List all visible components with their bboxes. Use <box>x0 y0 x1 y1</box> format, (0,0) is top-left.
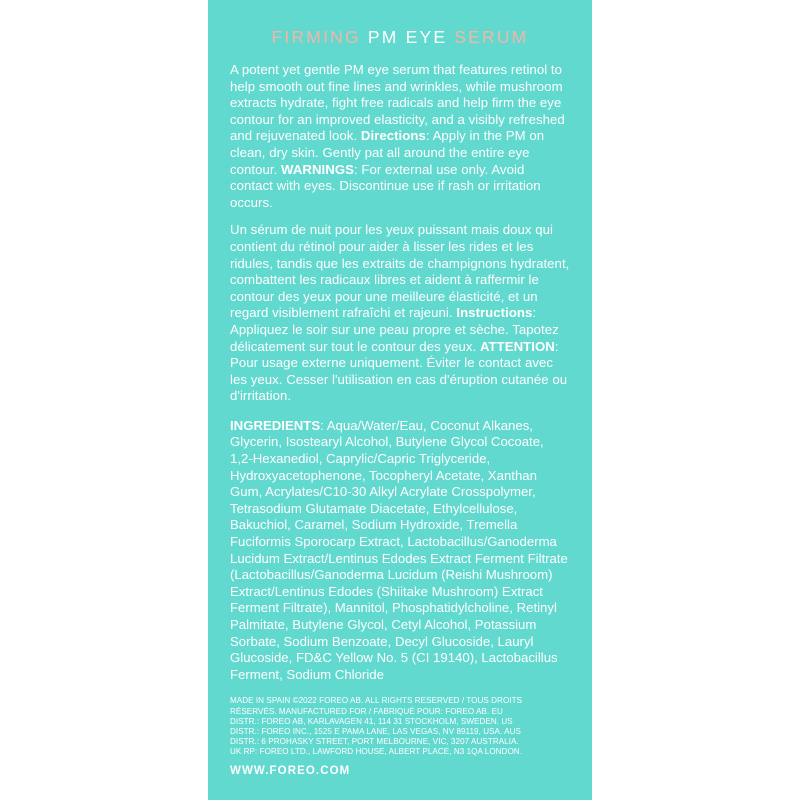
english-description: A potent yet gentle PM eye serum that features retinol to help smooth out fine lines and wrinkles, while mushroom extracts hydrate, fight free radicals and help firm the eye contour for an improved elasticity, and a visibly refreshed and rejuvenated look. <box>230 62 565 144</box>
legal-line-6: UK RP: FOREO LTD., LAWFORD HOUSE, ALBERT PLACE, N3 1QA LONDON. <box>230 747 522 757</box>
ingredients-label: INGREDIENTS <box>230 417 321 433</box>
legal-line-5: DISTR.: 6 PROHASKY STREET, PORT MELBOURNE, VIC, 3207 AUSTRALIA. <box>230 737 519 747</box>
title-word-firming: FIRMING <box>271 27 361 47</box>
warnings-label: WARNINGS <box>281 161 354 177</box>
legal-line-4: DISTR.: FOREO INC., 1525 E PAMA LANE, LAS VEGAS, NV 89119, USA. AUS <box>230 726 521 736</box>
title-word-eye: EYE <box>405 27 448 47</box>
instructions-text: : Appliquez le soir sur une peau propre et sèche. Tapotez délicatement sur tout le contour des yeux. <box>230 305 559 354</box>
product-title <box>230 27 570 48</box>
legal-block <box>230 696 570 757</box>
website-url: WWW.FOREO.COM <box>230 764 351 777</box>
warnings-text: : For external use only. Avoid contact with eyes. Discontinue use if rash or irritation occurs. <box>230 161 541 210</box>
instructions-label: Instructions <box>456 305 533 321</box>
legal-line-2: RÉSERVÉS. MANUFACTURED FOR / FABRIQUÉ POUR: FOREO AB. EU <box>230 706 503 716</box>
attention-label: ATTENTION <box>479 338 555 354</box>
product-package-panel <box>208 0 592 800</box>
french-paragraph <box>230 222 570 405</box>
directions-text: : Apply in the PM on clean, dry skin. Gently pat all around the entire eye contour. <box>230 128 545 177</box>
legal-line-3: DISTR.: FOREO AB, KARLAVAGEN 41, 114 31 STOCKHOLM, SWEDEN. US <box>230 716 513 726</box>
directions-label: Directions <box>360 128 426 144</box>
french-description: Un sérum de nuit pour les yeux puissant mais doux qui contient du rétinol pour aider à lisser les rides et les ridules, tandis que les extraits de champignons hydratent, combattent les radicaux libres et aident à raffermir le contour des yeux pour une meilleure élasticité, et un regard visiblement rafraîchi et rajeuni. <box>230 222 570 321</box>
description-block <box>230 62 570 405</box>
title-word-serum: SERUM <box>454 27 529 47</box>
attention-text: : Pour usage externe uniquement. Éviter le contact avec les yeux. Cesser l'utilisation en cas d'éruption cutanée ou d'irritation. <box>230 338 568 404</box>
ingredients-block <box>230 418 570 684</box>
english-paragraph <box>230 62 570 211</box>
ingredients-list: : Aqua/Water/Eau, Coconut Alkanes, Glycerin, Isostearyl Alcohol, Butylene Glycol Cocoate, 1,2-Hexanediol, Caprylic/Capric Triglyceride, Hydroxyacetophenone, Tocopheryl Acetate, Xanthan Gum, Acrylates/C10-30 Alkyl Acrylate Crosspolymer, Tetrasodium Glutamate Diacetate, Ethylcellulose, Bakuchiol, Caramel, Sodium Hydroxide, Tremella Fuciformis Sporocarp Extract, Lactobacillus/Ganoderma Lucidum Extract/Lentinus Edodes Extract Ferment Filtrate (Lactobacillus/Ganoderma Lucidum (Reishi Mushroom) Extract/Lentinus Edodes (Shiitake Mushroom) Extract Ferment Filtrate), Mannitol, Phosphatidylcholine, Retinyl Palmitate, Butylene Glycol, Cetyl Alcohol, Potassium Sorbate, Sodium Benzoate, Decyl Glucoside, Lauryl Glucoside, FD&C Yellow No. 5 (CI 19140), Lactobacillus Ferment, Sodium Chloride <box>230 417 568 682</box>
legal-line-1: MADE IN SPAIN ©2022 FOREO AB. ALL RIGHTS RESERVED / TOUS DROITS <box>230 696 523 706</box>
title-word-pm: PM <box>367 27 399 47</box>
